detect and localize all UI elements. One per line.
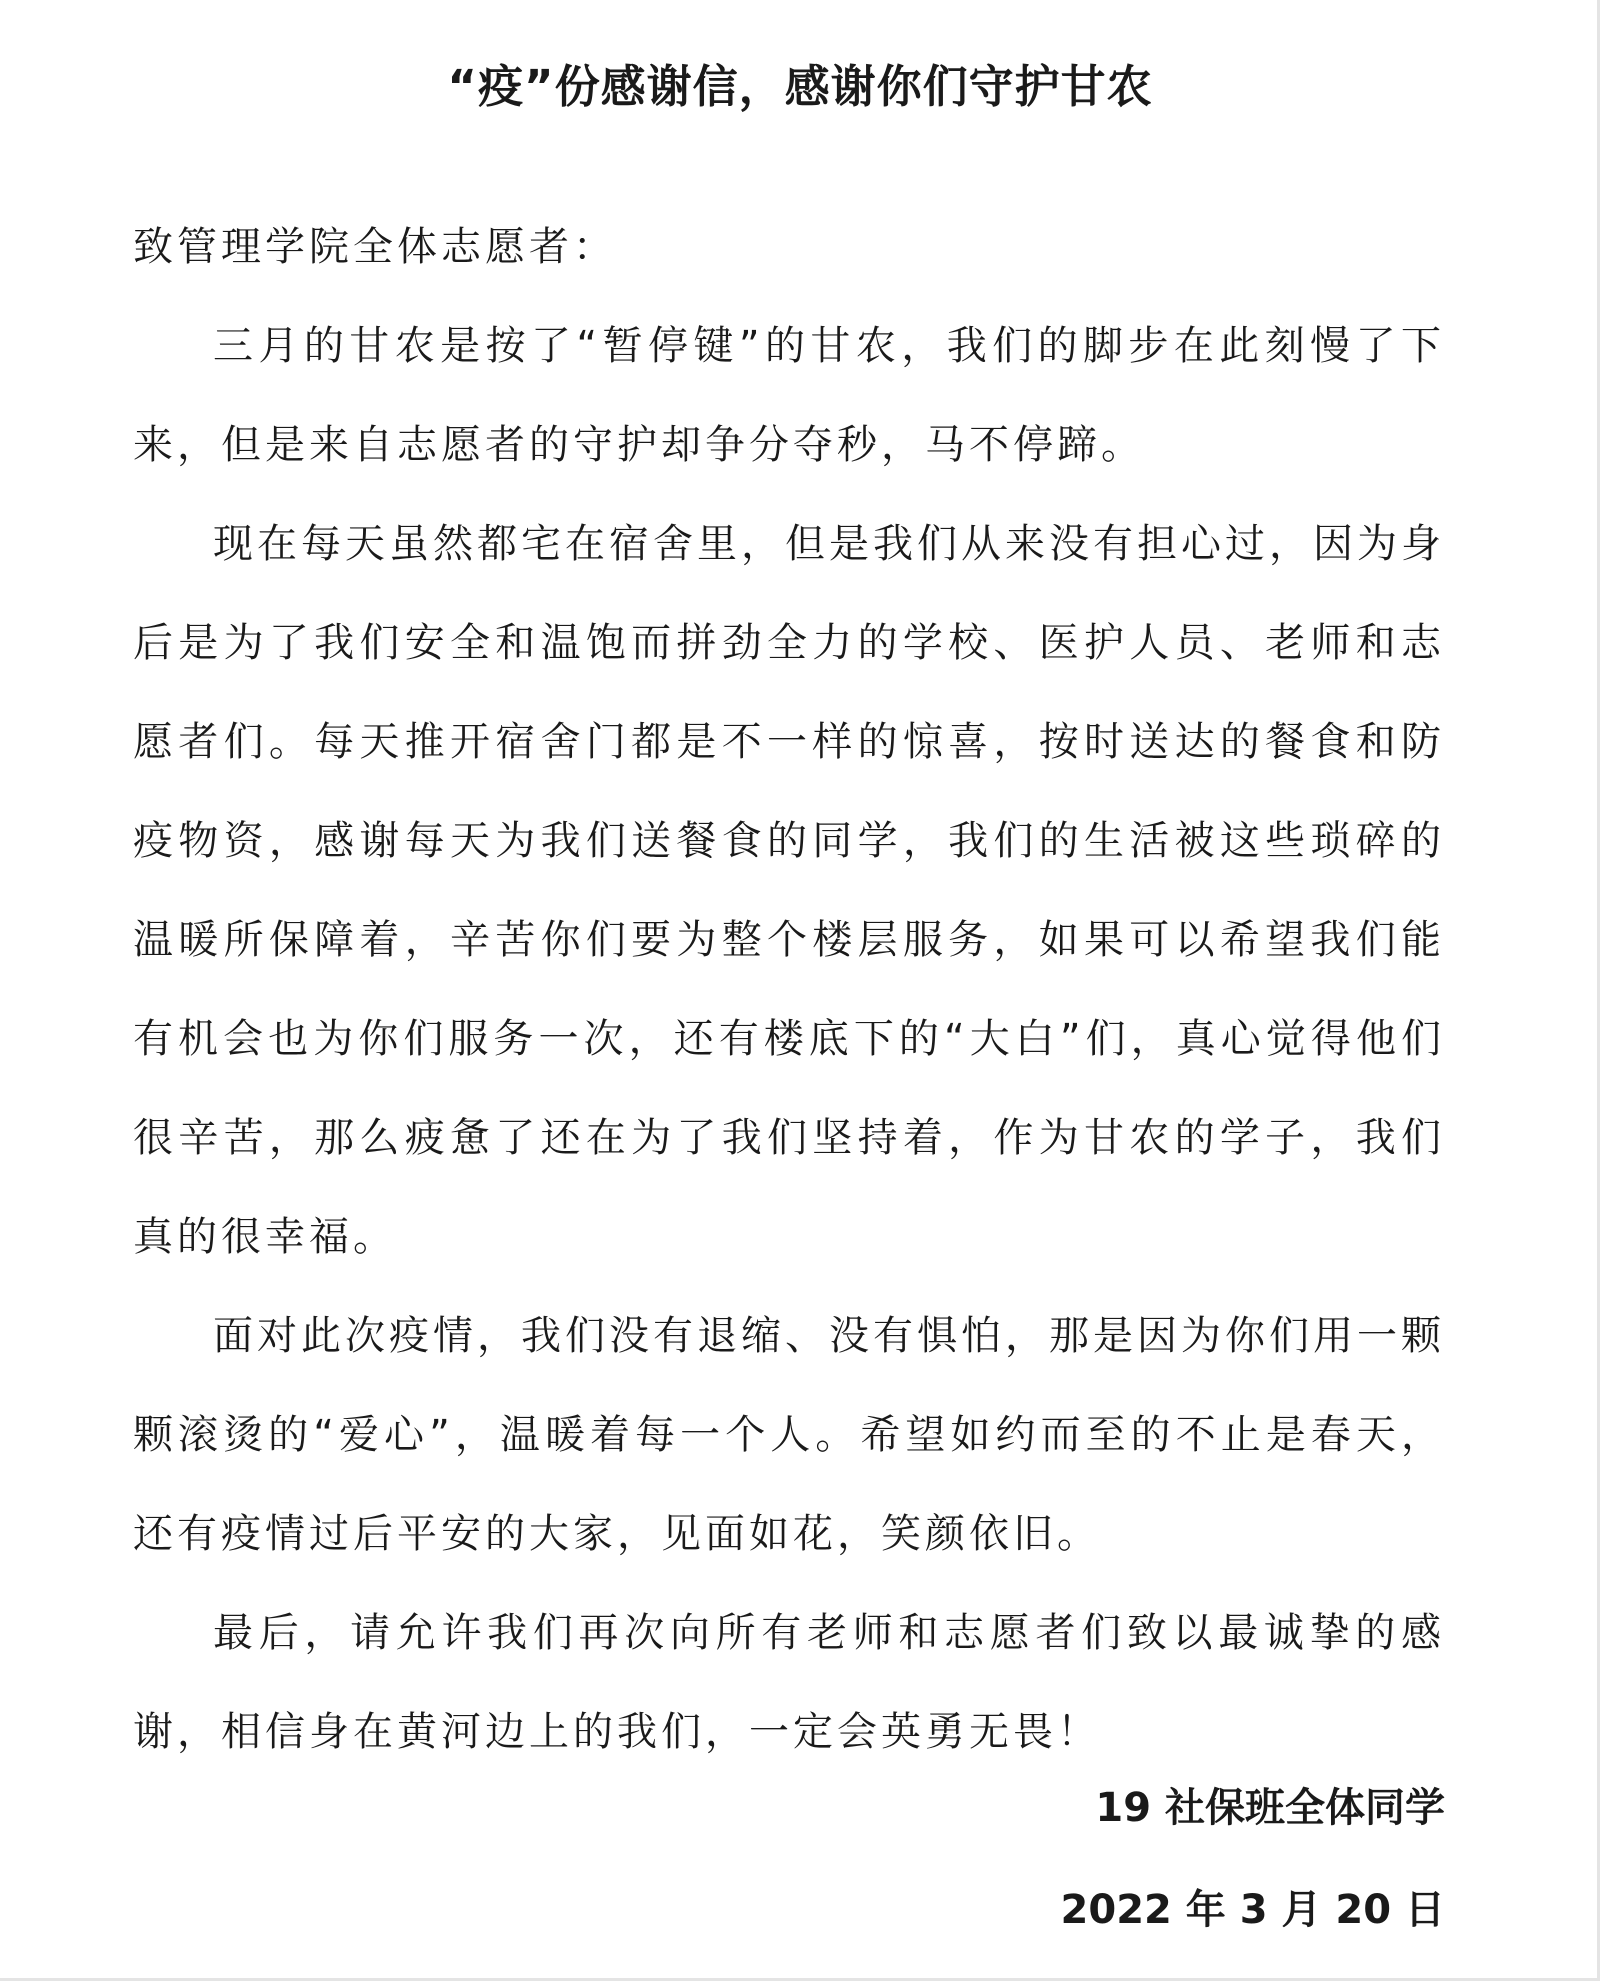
paragraph-3: 面对此次疫情，我们没有退缩、没有惧怕，那是因为你们用一颗颗滚烫的“爱心”，温暖着每一个人。希望如约而至的不止是春天，还有疫情过后平安的大家，见面如花，笑颜依旧。	[133, 1313, 1445, 1557]
signature-date: 2022 年 3 月 20 日	[1060, 1887, 1445, 1933]
letter-title: “疫”份感谢信，感谢你们守护甘农	[447, 60, 1153, 113]
salutation: 致管理学院全体志愿者：	[133, 224, 617, 270]
letter-body	[133, 198, 1445, 1782]
paragraph-2: 现在每天虽然都宅在宿舍里，但是我们从来没有担心过，因为身后是为了我们安全和温饱而拼劲全力的学校、医护人员、老师和志愿者们。每天推开宿舍门都是不一样的惊喜，按时送达的餐食和防疫物资，感谢每天为我们送餐食的同学，我们的生活被这些琐碎的温暖所保障着，辛苦你们要为整个楼层服务，如果可以希望我们能有机会也为你们服务一次，还有楼底下的“大白”们，真心觉得他们很辛苦，那么疲惫了还在为了我们坚持着，作为甘农的学子，我们真的很幸福。	[133, 521, 1445, 1260]
paragraph-1: 三月的甘农是按了“暂停键”的甘农，我们的脚步在此刻慢了下来，但是来自志愿者的守护却争分夺秒，马不停蹄。	[133, 323, 1445, 468]
paragraph-4: 最后，请允许我们再次向所有老师和志愿者们致以最诚挚的感谢，相信身在黄河边上的我们，一定会英勇无畏！	[133, 1610, 1445, 1755]
signature: 19 社保班全体同学	[1095, 1785, 1445, 1831]
